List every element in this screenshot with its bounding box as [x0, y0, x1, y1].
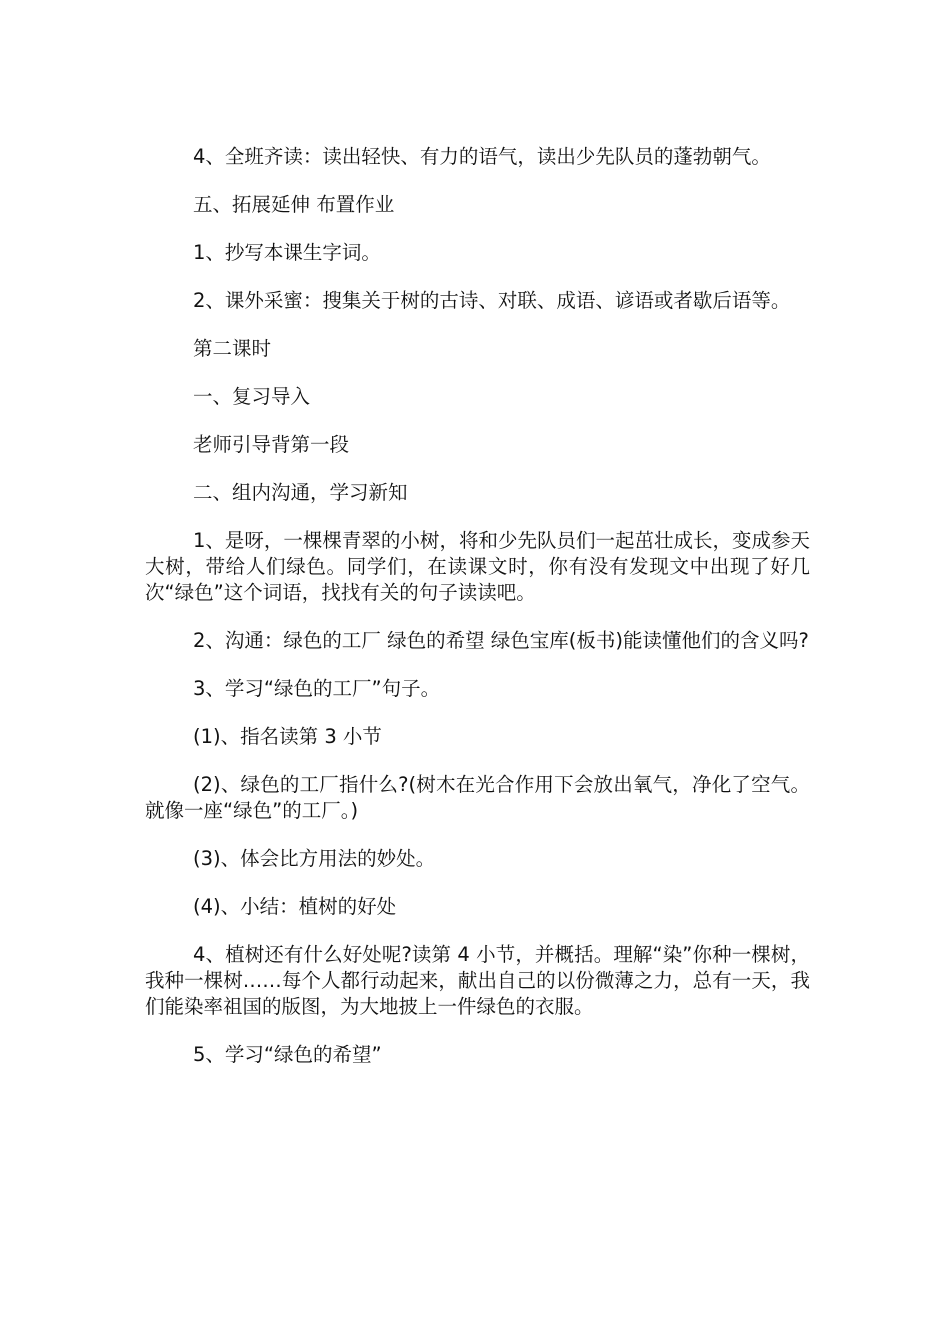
paragraph: (4)、小结：植树的好处: [193, 895, 397, 918]
paragraph: 2、课外采蜜：搜集关于树的古诗、对联、成语、谚语或者歇后语等。: [193, 289, 791, 312]
section-heading: 一、复习导入: [193, 385, 311, 408]
paragraph: 2、沟通：绿色的工厂 绿色的希望 绿色宝库(板书)能读懂他们的含义吗?: [193, 629, 809, 652]
paragraph: 老师引导背第一段: [193, 433, 350, 456]
paragraph: 3、学习“绿色的工厂”句子。: [193, 677, 441, 700]
section-heading: 二、组内沟通，学习新知: [193, 481, 408, 504]
paragraph: 1、是呀，一棵棵青翠的小树，将和少先队员们一起茁壮成长，变成参天大树，带给人们绿色。同学们，在读课文时，你有没有发现文中出现了好几次“绿色”这个词语，找找有关的句子读读吧。: [145, 529, 810, 604]
paragraph: (3)、体会比方用法的妙处。: [193, 847, 436, 870]
paragraph: 5、学习“绿色的希望”: [193, 1043, 382, 1066]
paragraph: (2)、绿色的工厂指什么?(树木在光合作用下会放出氧气，净化了空气。就像一座“绿色”的工厂。): [145, 773, 810, 822]
paragraph: 4、植树还有什么好处呢?读第 4 小节，并概括。理解“染”你种一棵树，我种一棵树……每个人都行动起来，献出自己的以份微薄之力，总有一天，我们能染率祖国的版图，为大地披上一件绿色的衣服。: [145, 943, 810, 1018]
paragraph: 1、抄写本课生字词。: [193, 241, 381, 264]
section-heading: 五、拓展延伸 布置作业: [193, 193, 395, 216]
paragraph: 4、全班齐读：读出轻快、有力的语气，读出少先队员的蓬勃朝气。: [193, 145, 771, 168]
paragraph: (1)、指名读第 3 小节: [193, 725, 382, 748]
lesson-heading: 第二课时: [193, 337, 272, 360]
document-body: [145, 144, 810, 1090]
